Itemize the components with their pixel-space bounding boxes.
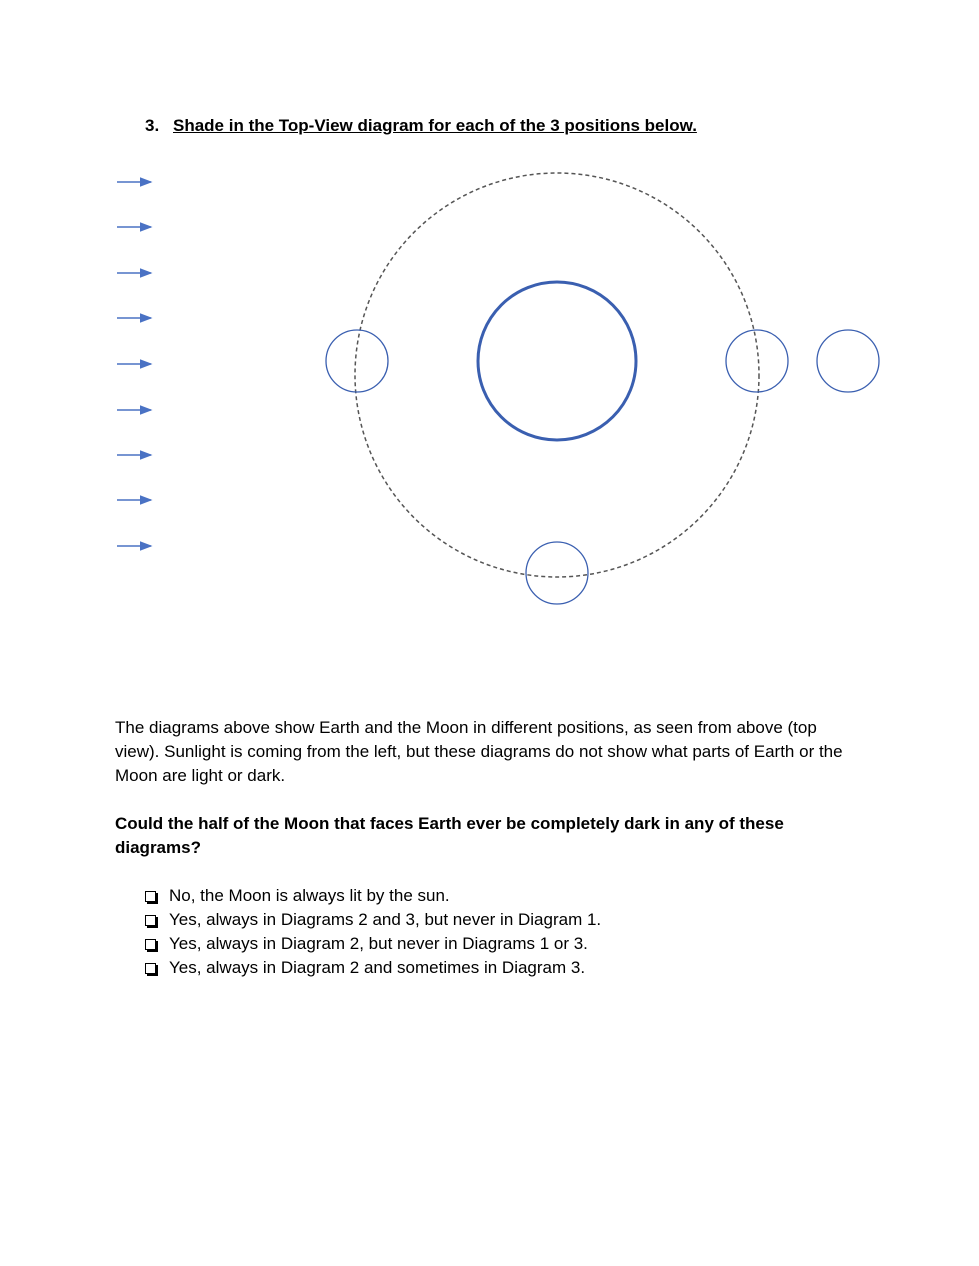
moon-orbit	[355, 173, 759, 577]
sunlight-arrows	[117, 182, 151, 546]
answer-option-label: Yes, always in Diagram 2, but never in Diagrams 1 or 3.	[169, 934, 588, 953]
moon-right	[726, 330, 788, 392]
answer-option-label: Yes, always in Diagrams 2 and 3, but never in Diagram 1.	[169, 910, 602, 929]
moon-left	[326, 330, 388, 392]
checkbox-icon[interactable]	[145, 939, 156, 950]
checkbox-icon[interactable]	[145, 891, 156, 902]
answer-option-label: No, the Moon is always lit by the sun.	[169, 886, 450, 905]
answer-option[interactable]	[145, 956, 601, 980]
answer-option[interactable]	[145, 932, 601, 956]
answer-options	[145, 884, 601, 980]
question-prompt: Could the half of the Moon that faces Earth ever be completely dark in any of these diagrams?	[115, 814, 784, 857]
earth	[478, 282, 636, 440]
question-number: 3.	[145, 116, 160, 135]
moon-far-right	[817, 330, 879, 392]
moon-bottom	[526, 542, 588, 604]
question-heading-text: Shade in the Top-View diagram for each of the 3 positions below.	[173, 116, 697, 135]
checkbox-icon[interactable]	[145, 963, 156, 974]
answer-option-label: Yes, always in Diagram 2 and sometimes in Diagram 3.	[169, 958, 586, 977]
answer-option[interactable]	[145, 908, 601, 932]
answer-option[interactable]	[145, 884, 601, 908]
checkbox-icon[interactable]	[145, 915, 156, 926]
description-paragraph: The diagrams above show Earth and the Moon in different positions, as seen from above (top view). Sunlight is coming from the left, but these diagrams do not show what parts of Earth or the Moon are light or dark.	[115, 718, 843, 785]
